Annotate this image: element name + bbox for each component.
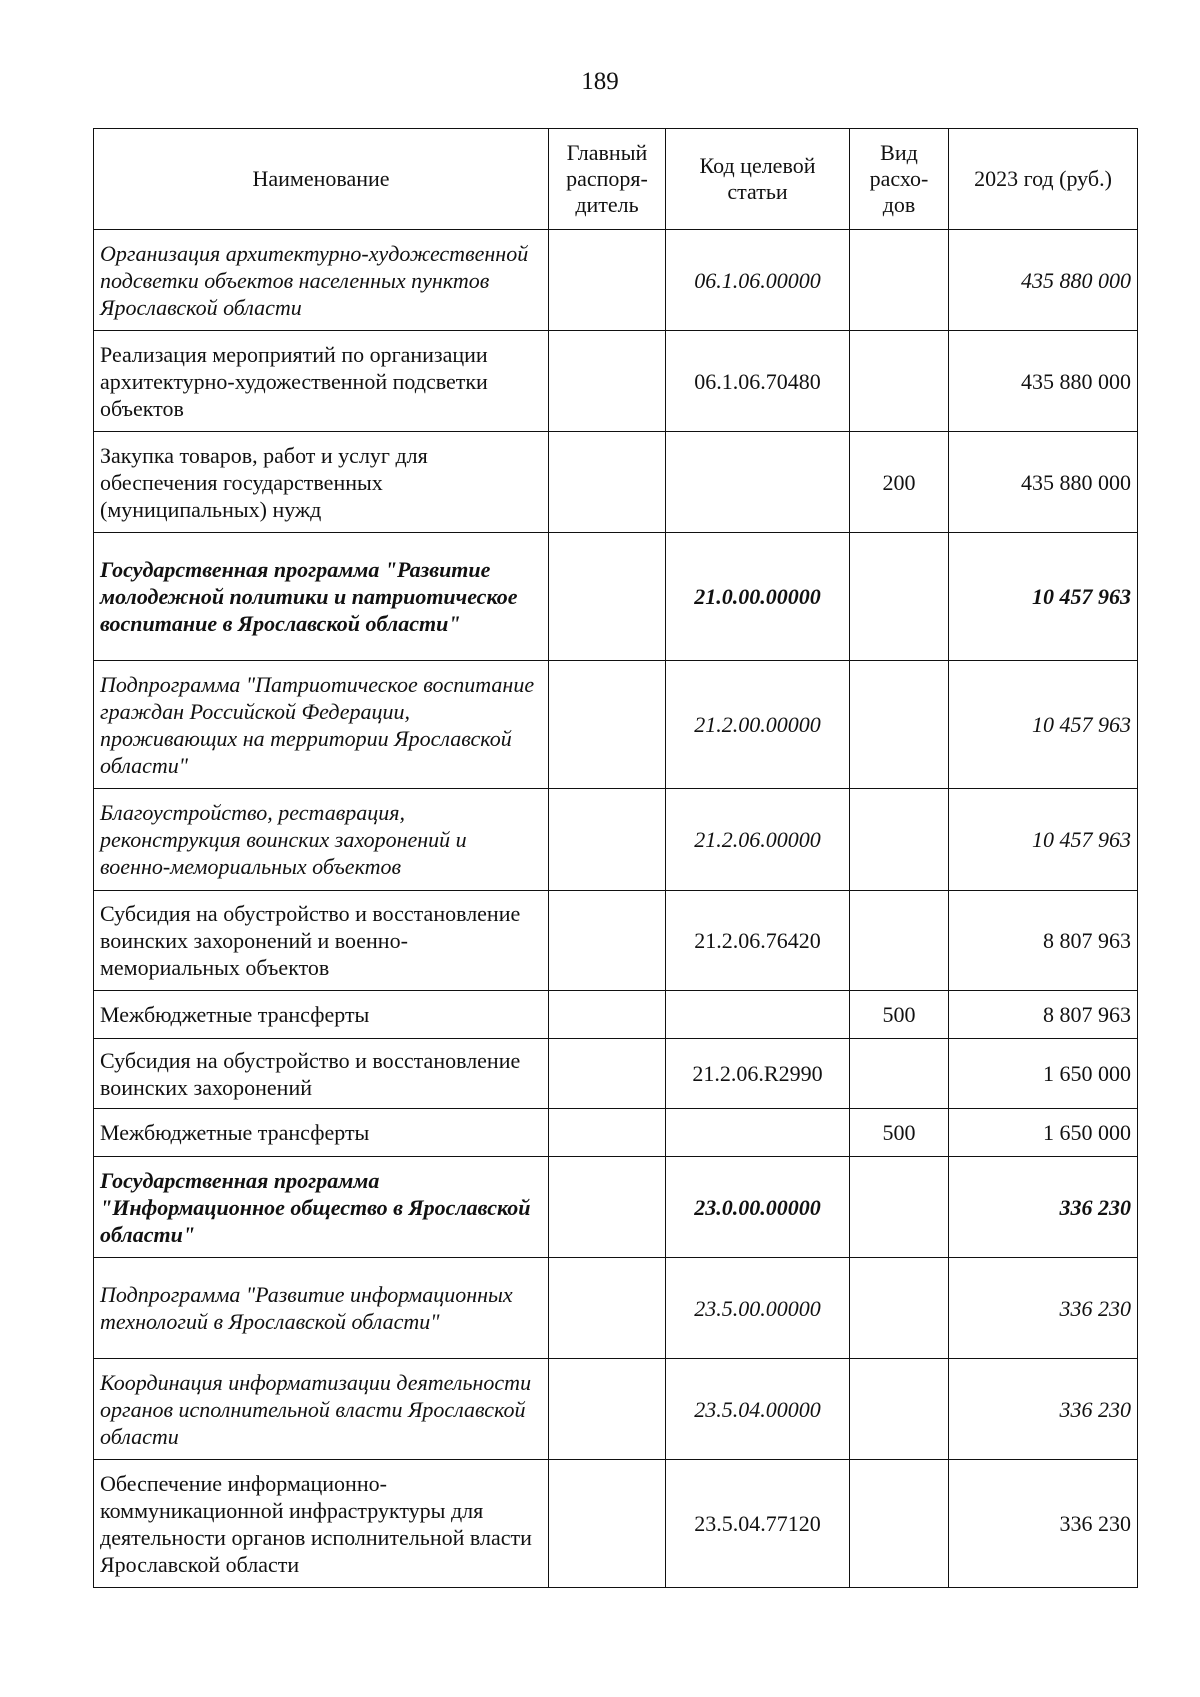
cell-type [850, 230, 949, 331]
cell-type: 500 [850, 1109, 949, 1157]
cell-manager [549, 432, 666, 533]
table-row [94, 1157, 1138, 1258]
cell-code [666, 432, 850, 533]
table-row [94, 891, 1138, 991]
cell-manager [549, 891, 666, 991]
header-type: Вид расхо-дов [850, 129, 949, 230]
cell-name: Организация архитектурно-художественной подсветки объектов населенных пунктов Ярославской области [94, 230, 549, 331]
cell-code: 21.2.06.76420 [666, 891, 850, 991]
table-row [94, 1039, 1138, 1109]
header-name: Наименование [94, 129, 549, 230]
cell-type: 500 [850, 991, 949, 1039]
cell-manager [549, 1109, 666, 1157]
table-row [94, 331, 1138, 432]
cell-amount: 435 880 000 [949, 230, 1138, 331]
table-row [94, 1258, 1138, 1359]
cell-name: Межбюджетные трансферты [94, 991, 549, 1039]
cell-amount: 1 650 000 [949, 1109, 1138, 1157]
table-row [94, 533, 1138, 661]
cell-type: 200 [850, 432, 949, 533]
cell-amount: 435 880 000 [949, 432, 1138, 533]
cell-amount: 336 230 [949, 1359, 1138, 1460]
cell-code: 06.1.06.00000 [666, 230, 850, 331]
cell-amount: 336 230 [949, 1157, 1138, 1258]
cell-manager [549, 991, 666, 1039]
cell-amount: 1 650 000 [949, 1039, 1138, 1109]
table-row [94, 789, 1138, 891]
cell-code: 21.2.00.00000 [666, 661, 850, 789]
cell-amount: 10 457 963 [949, 533, 1138, 661]
cell-type [850, 891, 949, 991]
cell-code: 21.2.06.R2990 [666, 1039, 850, 1109]
cell-manager [549, 1258, 666, 1359]
cell-name: Межбюджетные трансферты [94, 1109, 549, 1157]
cell-type [850, 1258, 949, 1359]
cell-name: Государственная программа "Информационное общество в Ярославской области" [94, 1157, 549, 1258]
header-manager: Главный распоря-дитель [549, 129, 666, 230]
cell-manager [549, 1460, 666, 1588]
cell-type [850, 1359, 949, 1460]
cell-code: 23.5.04.00000 [666, 1359, 850, 1460]
table-row [94, 1359, 1138, 1460]
header-amount: 2023 год (руб.) [949, 129, 1138, 230]
cell-name: Координация информатизации деятельности органов исполнительной власти Ярославской области [94, 1359, 549, 1460]
cell-code: 23.5.00.00000 [666, 1258, 850, 1359]
table-row [94, 1460, 1138, 1588]
table-row [94, 230, 1138, 331]
table-row [94, 661, 1138, 789]
cell-amount: 10 457 963 [949, 661, 1138, 789]
cell-code [666, 1109, 850, 1157]
cell-amount: 435 880 000 [949, 331, 1138, 432]
cell-code: 23.5.04.77120 [666, 1460, 850, 1588]
cell-name: Благоустройство, реставрация, реконструкция воинских захоронений и военно-мемориальных объектов [94, 789, 549, 891]
cell-name: Подпрограмма "Патриотическое воспитание граждан Российской Федерации, проживающих на территории Ярославской области" [94, 661, 549, 789]
table-row [94, 991, 1138, 1039]
cell-code: 06.1.06.70480 [666, 331, 850, 432]
cell-code [666, 991, 850, 1039]
table-row [94, 432, 1138, 533]
table-row [94, 1109, 1138, 1157]
cell-amount: 336 230 [949, 1460, 1138, 1588]
cell-code: 21.2.06.00000 [666, 789, 850, 891]
cell-manager [549, 661, 666, 789]
cell-name: Подпрограмма "Развитие информационных технологий в Ярославской области" [94, 1258, 549, 1359]
cell-name: Государственная программа "Развитие молодежной политики и патриотическое воспитание в Ярославской области" [94, 533, 549, 661]
header-row [94, 129, 1138, 230]
cell-code: 21.0.00.00000 [666, 533, 850, 661]
cell-amount: 10 457 963 [949, 789, 1138, 891]
cell-type [850, 1039, 949, 1109]
cell-manager [549, 331, 666, 432]
page-number: 189 [581, 68, 619, 95]
cell-type [850, 661, 949, 789]
cell-name: Субсидия на обустройство и восстановление воинских захоронений [94, 1039, 549, 1109]
cell-name: Субсидия на обустройство и восстановление воинских захоронений и военно-мемориальных объектов [94, 891, 549, 991]
cell-manager [549, 789, 666, 891]
cell-manager [549, 533, 666, 661]
cell-name: Реализация мероприятий по организации архитектурно-художественной подсветки объектов [94, 331, 549, 432]
cell-type [850, 1460, 949, 1588]
cell-name: Обеспечение информационно-коммуникационной инфраструктуры для деятельности органов исполнительной власти Ярославской области [94, 1460, 549, 1588]
cell-type [850, 331, 949, 432]
cell-amount: 336 230 [949, 1258, 1138, 1359]
cell-manager [549, 1359, 666, 1460]
cell-amount: 8 807 963 [949, 991, 1138, 1039]
table-body [94, 230, 1138, 1588]
cell-type [850, 533, 949, 661]
header-code: Код целевой статьи [666, 129, 850, 230]
cell-manager [549, 1157, 666, 1258]
budget-table [93, 128, 1138, 1588]
cell-type [850, 1157, 949, 1258]
cell-type [850, 789, 949, 891]
cell-code: 23.0.00.00000 [666, 1157, 850, 1258]
cell-manager [549, 1039, 666, 1109]
cell-amount: 8 807 963 [949, 891, 1138, 991]
cell-manager [549, 230, 666, 331]
cell-name: Закупка товаров, работ и услуг для обеспечения государственных (муниципальных) нужд [94, 432, 549, 533]
